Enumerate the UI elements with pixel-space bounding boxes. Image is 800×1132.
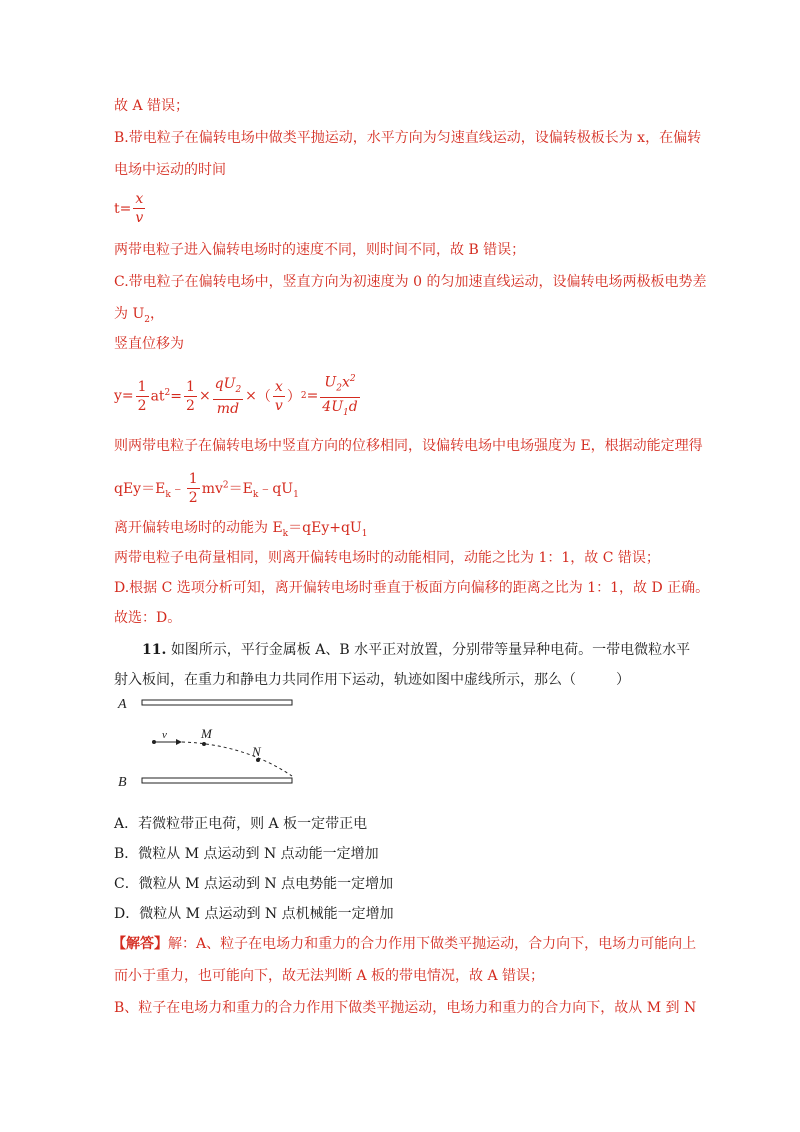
fraction-numerator: $qU_2$ xyxy=(213,375,244,400)
text-segment: 为 U xyxy=(114,306,145,322)
formula-term: $at^2=$ xyxy=(150,387,183,405)
fraction-numerator: 1 xyxy=(188,471,198,487)
fraction-x-over-v xyxy=(133,190,145,227)
fraction-x-over-v xyxy=(273,378,285,415)
text-line: 两带电粒子进入偏转电场时的速度不同，则时间不同，故 B 错误； xyxy=(114,242,526,258)
label-plate-a: A xyxy=(118,697,127,712)
label-plate-b: B xyxy=(118,775,127,790)
times-sign: × xyxy=(245,388,257,405)
fraction-numerator: $U_2x^2$ xyxy=(320,370,359,398)
formula-prefix: t= xyxy=(114,200,132,217)
fraction-one-half xyxy=(184,378,197,415)
formula-prefix: y= xyxy=(114,388,134,405)
formula-term: $mv^2=E_k﹣qU_1$ xyxy=(201,479,299,500)
fraction-numerator: x xyxy=(133,190,145,209)
fraction-numerator: 1 xyxy=(137,378,147,395)
trajectory xyxy=(182,742,292,776)
text-line: 故选：D。 xyxy=(114,610,182,626)
text-line: 离开偏转电场时的动能为 $E_k=qEy+qU_1$ xyxy=(114,520,368,539)
text-line: B.带电粒子在偏转电场中做类平抛运动，水平方向为匀速直线运动，设偏转极板长为 x，在偏转 xyxy=(114,130,702,146)
fraction-one-half xyxy=(187,470,200,507)
particle-start xyxy=(152,740,156,744)
text-line xyxy=(114,304,164,330)
question-text: 如图所示，平行金属板 A、B 水平正对放置，分别带等量异种电荷。一带电微粒水平 xyxy=(170,642,691,658)
fraction-denominator: 2 xyxy=(137,397,147,414)
fraction-denominator: v xyxy=(135,210,144,226)
figure-svg xyxy=(114,694,314,794)
answer-line: B、粒子在电场力和重力的合力作用下做类平抛运动，电场力和重力的合力向下，故从 M 到 N xyxy=(114,1000,697,1016)
formula-energy xyxy=(114,470,299,507)
fraction-result xyxy=(320,370,359,422)
paren-left: （ xyxy=(256,389,271,406)
fraction-denominator: 2 xyxy=(188,490,198,506)
fraction-denominator: v xyxy=(274,397,283,414)
superscript: 2 xyxy=(300,391,307,402)
question-line xyxy=(142,640,690,660)
fraction-numerator: x xyxy=(273,378,285,397)
equals-sign: = xyxy=(306,388,319,405)
option-b: B．微粒从 M 点运动到 N 点动能一定增加 xyxy=(114,846,379,862)
text-line: 竖直位移为 xyxy=(114,336,184,352)
text-line: 故 A 错误； xyxy=(114,98,190,114)
option-c: C．微粒从 M 点运动到 N 点电势能一定增加 xyxy=(114,876,394,892)
answer-line xyxy=(112,934,696,954)
paren-right: ） xyxy=(286,389,301,406)
formula-term: $qEy=E_k﹣$ xyxy=(114,480,185,500)
formula-displacement xyxy=(114,370,362,422)
text-line: C.带电粒子在偏转电场中，竖直方向为初速度为 0 的匀加速直线运动，设偏转电场两极板电势差 xyxy=(114,274,707,290)
option-a: A．若微粒带正电荷，则 A 板一定带正电 xyxy=(114,816,368,832)
plate-a xyxy=(142,700,292,705)
text-line: D.根据 C 选项分析可知，离开偏转电场时垂直于板面方向偏移的距离之比为 1：1，故 D 正确。 xyxy=(114,580,710,596)
question-line: 射入板间，在重力和静电力共同作用下运动，轨迹如图中虚线所示，那么（ ） xyxy=(114,672,630,688)
fraction-denominator: 2 xyxy=(186,397,195,414)
fraction-qU-over-md xyxy=(213,375,244,418)
answer-text: 解：A、粒子在电场力和重力的合力作用下做类平抛运动，合力向下，电场力可能向上 xyxy=(168,936,697,952)
label-m: M xyxy=(201,726,212,741)
subscript: 2 xyxy=(144,314,150,325)
answer-line: 而小于重力，也可能向下，故无法判断 A 板的带电情况，故 A 错误； xyxy=(114,968,545,984)
answer-tag: 【解答】 xyxy=(112,936,168,952)
plate-b xyxy=(142,778,292,783)
text-line: 两带电粒子电荷量相同，则离开偏转电场时的动能相同，动能之比为 1：1，故 C 错误； xyxy=(114,550,660,566)
capacitor-figure xyxy=(114,694,314,794)
fraction-denominator: md xyxy=(216,400,240,417)
question-number: 11. xyxy=(142,642,167,658)
fraction-one-half xyxy=(136,378,149,415)
option-d: D．微粒从 M 点运动到 N 点机械能一定增加 xyxy=(114,906,394,922)
point-m xyxy=(202,742,206,746)
arrow-head-icon xyxy=(176,739,182,745)
fraction-numerator: 1 xyxy=(186,378,195,395)
fraction-denominator: $4U_1d$ xyxy=(322,399,358,419)
text-line: 则两带电粒子在偏转电场中竖直方向的位移相同，设偏转电场中电场强度为 E，根据动能定理得 xyxy=(114,438,703,454)
label-n: N xyxy=(252,744,261,759)
formula-time xyxy=(114,190,147,227)
times-sign: × xyxy=(198,388,211,405)
text-segment: ， xyxy=(149,306,164,322)
text-line: 电场中运动的时间 xyxy=(114,162,226,178)
label-v: v xyxy=(162,729,167,741)
